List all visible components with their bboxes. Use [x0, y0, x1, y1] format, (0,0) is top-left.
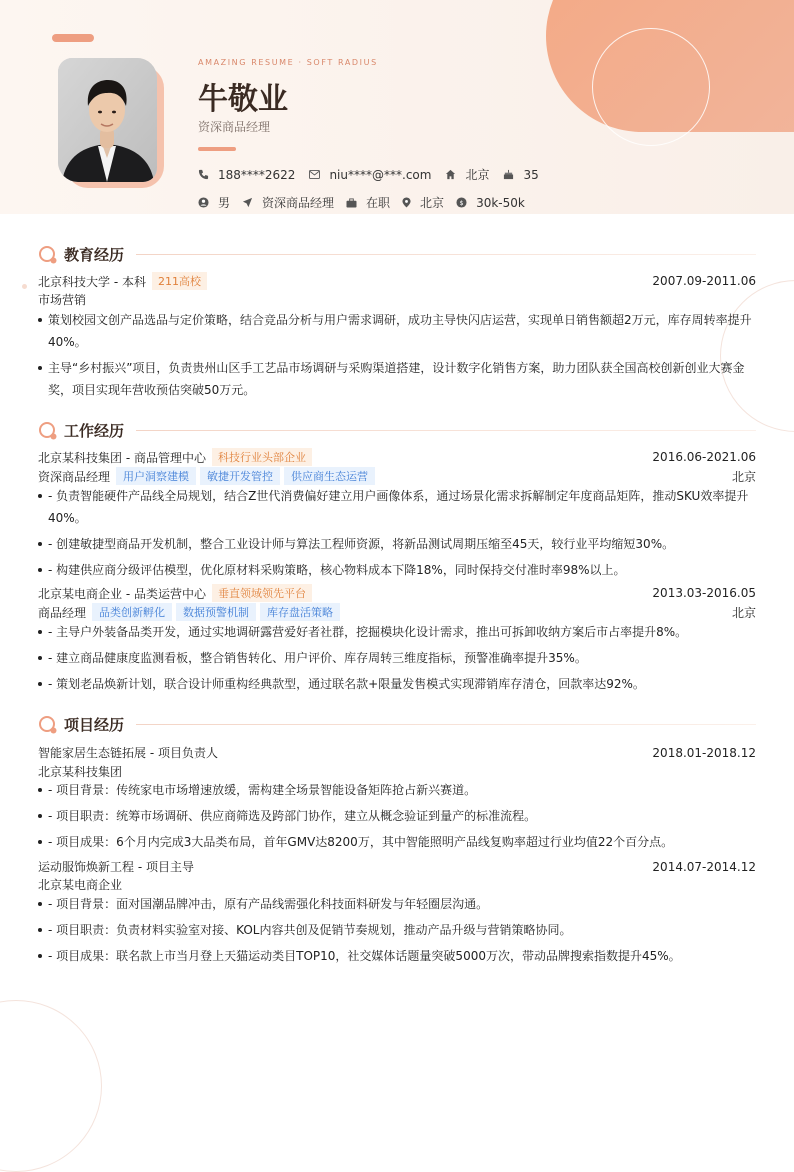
age-info [503, 168, 538, 182]
project-name: 智能家居生态链拓展 - 项目负责人 [38, 746, 218, 760]
section-title-education: 教育经历 [64, 246, 125, 264]
skill-tag: 数据预警机制 [176, 603, 256, 621]
project-period: 2014.07-2014.12 [652, 859, 756, 874]
gender-text: 男 [218, 196, 231, 210]
money-icon [456, 197, 467, 208]
company-name: 北京某科技集团 - 商品管理中心 [38, 450, 206, 465]
header-decor-ring [592, 28, 710, 146]
phone-info [198, 168, 295, 182]
project-bullet: - 项目职责：统筹市场调研、供应商筛选及跨部门协作，建立从概念验证到量产的标准流程。 [38, 805, 756, 827]
status-info [346, 194, 390, 211]
education-bullet: 主导“乡村振兴”项目，负责贵州山区手工艺品市场调研与采购渠道搭建，设计数字化销售方案，助力团队获全国高校创新创业大赛金奖，项目实现年营收预估突破50万元。 [38, 357, 756, 401]
resume-tagline: AMAZING RESUME · SOFT RADIUS [198, 58, 378, 67]
location-pin-icon [402, 197, 411, 208]
user-icon [198, 197, 209, 208]
education-header [38, 272, 756, 290]
title-underline [198, 147, 236, 151]
project-org: 北京某科技集团 [38, 765, 123, 779]
skill-tag: 用户洞察建模 [116, 467, 196, 485]
project-org-row [38, 876, 756, 893]
status-text: 在职 [366, 196, 391, 210]
gender-info [198, 194, 230, 211]
company-badge: 垂直领域领先平台 [212, 584, 312, 602]
project-name: 运动服饰焕新工程 - 项目主导 [38, 860, 194, 874]
work-bullet: - 主导户外装备品类开发，通过实地调研露营爱好者社群，挖掘模块化设计需求，推出可拆卸收纳方案后市占率提升8%。 [38, 621, 756, 643]
position-info [242, 194, 334, 211]
section-divider [136, 254, 756, 255]
work-bullet: - 建立商品健康度监测看板，整合销售转化、用户评价、库存周转三维度指标，预警准确率提升35%。 [38, 647, 756, 669]
city-text: 北京 [465, 168, 490, 182]
project-header [38, 858, 756, 875]
project-org-row [38, 763, 756, 780]
school-badge: 211高校 [152, 272, 207, 290]
section-icon [38, 245, 58, 265]
education-major: 市场营销 [38, 293, 87, 307]
work-bullet: - 策划老品焕新计划，联合设计师重构经典款型，通过联名款+限量发售模式实现滞销库存清仓，回款率达92%。 [38, 673, 756, 695]
contact-row [198, 166, 553, 183]
education-bullet: 策划校园文创产品选品与定价策略，结合竞品分析与用户需求调研，成功主导快闪店运营，实现单日销售额超2万元，库存周转率提升40%。 [38, 309, 756, 353]
location-text: 北京 [420, 196, 445, 210]
work-header [38, 584, 756, 602]
work-role: 商品经理 [38, 605, 87, 620]
section-work [38, 420, 756, 441]
decor-ring-left [0, 1000, 102, 1172]
section-title-project: 项目经历 [64, 716, 125, 734]
mail-icon [309, 170, 320, 179]
work-role-row [38, 467, 756, 485]
profile-row [198, 194, 537, 211]
education-period: 2007.09-2011.06 [652, 274, 756, 288]
work-period: 2016.06-2021.06 [652, 450, 756, 464]
section-icon [38, 715, 58, 735]
skill-tag: 库存盘活策略 [260, 603, 340, 621]
company-name: 北京某电商企业 - 品类运营中心 [38, 586, 206, 601]
phone-text: 188****2622 [218, 167, 296, 182]
work-role-row [38, 603, 756, 621]
phone-icon [198, 169, 209, 180]
cake-icon [503, 169, 514, 180]
school-name: 北京科技大学 - 本科 [38, 274, 146, 289]
project-bullet: - 项目背景：传统家电市场增速放缓，需构建全场景智能设备矩阵抢占新兴赛道。 [38, 779, 756, 801]
company-badge: 科技行业头部企业 [212, 448, 312, 466]
city-info [445, 166, 489, 183]
work-header [38, 448, 756, 466]
project-bullet: - 项目成果：6个月内完成3大品类布局，首年GMV达8200万，其中智能照明产品线复购率超过行业均值22个百分点。 [38, 831, 756, 853]
project-org: 北京某电商企业 [38, 878, 123, 892]
email-info [309, 168, 431, 182]
section-divider [136, 724, 756, 725]
education-major-row [38, 291, 756, 308]
skill-tag: 供应商生态运营 [284, 467, 375, 485]
home-icon [445, 169, 456, 180]
project-header [38, 744, 756, 761]
section-education [38, 244, 756, 265]
work-bullet: - 创建敏捷型商品开发机制，整合工业设计师与算法工程师资源，将新品测试周期压缩至45天，较行业平均缩短30%。 [38, 533, 756, 555]
svg-text:$: $ [459, 198, 464, 207]
avatar [58, 58, 157, 182]
project-bullet: - 项目职责：负责材料实验室对接、KOL内容共创及促销节奏规划，推动产品升级与营销策略协同。 [38, 919, 756, 941]
section-project [38, 714, 756, 735]
position-text: 资深商品经理 [262, 196, 335, 210]
work-bullet: - 构建供应商分级评估模型，优化原材料采购策略，核心物料成本下降18%，同时保持交付准时率98%以上。 [38, 559, 756, 581]
project-period: 2018.01-2018.12 [652, 745, 756, 760]
candidate-title: 资深商品经理 [198, 120, 271, 134]
work-period: 2013.03-2016.05 [652, 586, 756, 600]
section-icon [38, 421, 58, 441]
age-text: 35 [523, 167, 539, 182]
location-info [402, 194, 444, 211]
section-title-work: 工作经历 [64, 422, 125, 440]
accent-bar [52, 34, 94, 42]
email-text: niu****@***.com [329, 167, 432, 182]
candidate-name: 牛敬业 [198, 82, 288, 117]
salary-info [456, 196, 525, 210]
project-bullet: - 项目背景：面对国潮品牌冲击，原有产品线需强化科技面料研发与年轻圈层沟通。 [38, 893, 756, 915]
skill-tag: 敏捷开发管控 [200, 467, 280, 485]
project-bullet: - 项目成果：联名款上市当月登上天猫运动类目TOP10，社交媒体话题量突破5000万次，带动品牌搜索指数提升45%。 [38, 945, 756, 967]
decor-dot [22, 284, 27, 289]
skill-tag: 品类创新孵化 [92, 603, 172, 621]
briefcase-icon [346, 198, 357, 208]
send-icon [242, 197, 253, 208]
work-city: 北京 [731, 605, 756, 620]
salary-text: 30k-50k [476, 195, 525, 210]
work-role: 资深商品经理 [38, 469, 111, 484]
work-bullet: - 负责智能硬件产品线全局规划，结合Z世代消费偏好建立用户画像体系，通过场景化需求拆解制定年度商品矩阵，推动SKU效率提升40%。 [38, 485, 756, 529]
section-divider [136, 430, 756, 431]
work-city: 北京 [731, 469, 756, 484]
